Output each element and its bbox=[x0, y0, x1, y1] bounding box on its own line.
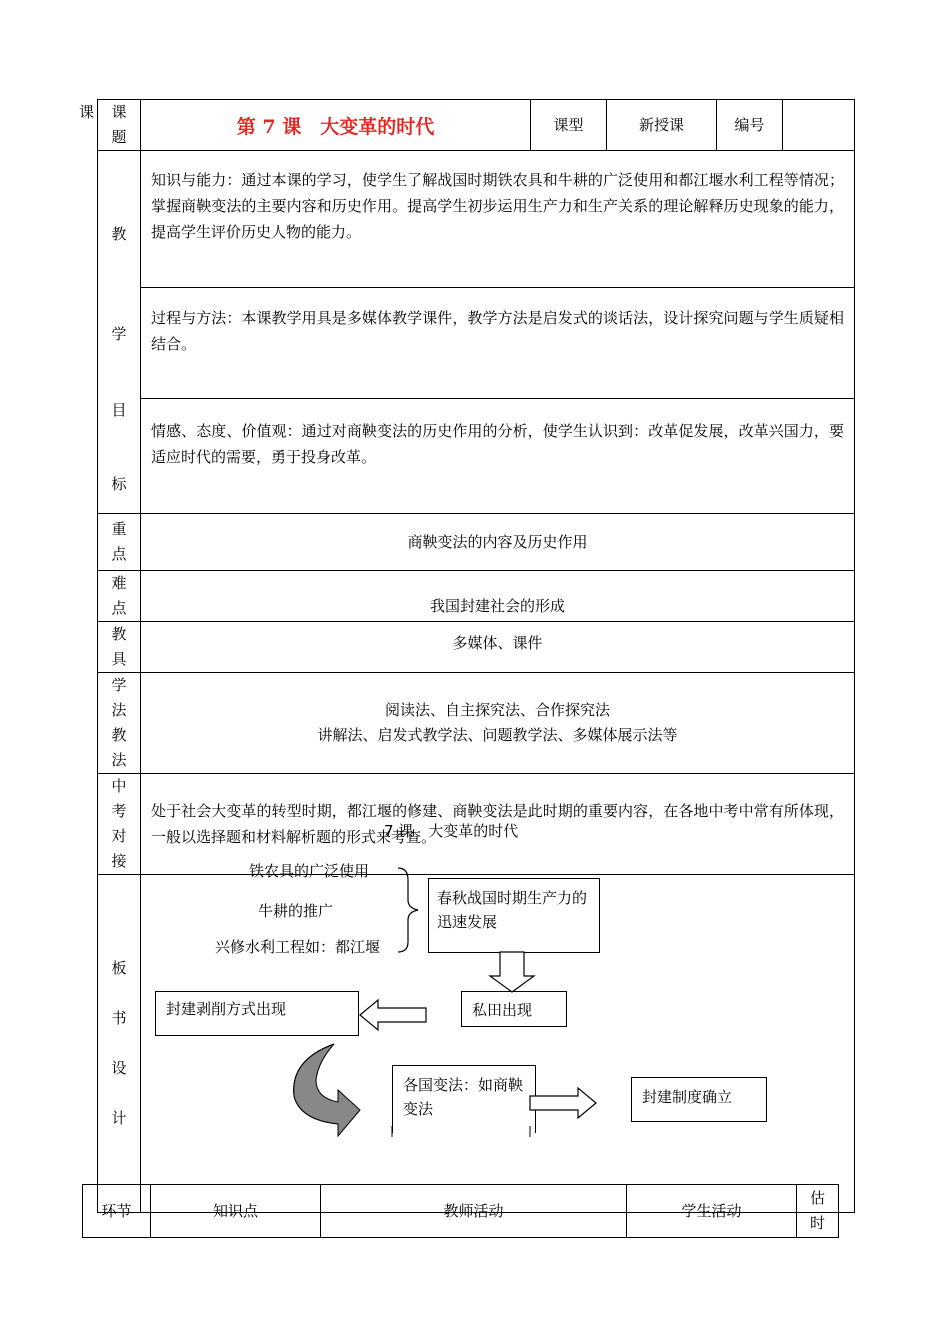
methods-line-2: 讲解法、启发式教学法、问题教学法、多媒体展示法等 bbox=[317, 726, 678, 744]
knowledge-text: 知识与能力：通过本课的学习，使学生了解战国时期铁农具和牛耕的广泛使用和都江堰水利工程等情况；掌握商鞅变法的主要内容和历史作用。提高学生初步运用生产力和生产关系的理论解释历史现象的能力，提高学生评价历史人物的能力。 bbox=[151, 171, 844, 241]
type-value: 新授课 bbox=[607, 100, 717, 151]
process-cell bbox=[141, 288, 855, 399]
box-reform: 各国变法：如商鞅变法 bbox=[392, 1065, 536, 1133]
board-item-irrigation: 兴修水利工程如：都江堰 bbox=[215, 938, 381, 956]
board-title: 7 课 大变革的时代 bbox=[384, 822, 519, 840]
board-item-iron-tools: 铁农具的广泛使用 bbox=[249, 862, 370, 880]
col-student-activity: 学生活动 bbox=[627, 1185, 797, 1238]
lesson-title: 第 7 课 大变革的时代 bbox=[141, 100, 531, 151]
lesson-plan-table bbox=[97, 99, 855, 1213]
number-value bbox=[783, 100, 855, 151]
box-feudal-exploitation: 封建剥削方式出现 bbox=[155, 991, 359, 1036]
knowledge-cell bbox=[141, 151, 855, 288]
board-item-ox-plough: 牛耕的推广 bbox=[258, 902, 334, 920]
col-stage: 环节 bbox=[83, 1185, 151, 1238]
methods-cell bbox=[141, 673, 855, 774]
box-private-land: 私田出现 bbox=[461, 991, 567, 1027]
emotion-cell bbox=[141, 398, 855, 513]
process-text: 过程与方法：本课教学用具是多媒体教学课件，教学方法是启发式的谈话法，设计探究问题与学生质疑相结合。 bbox=[151, 309, 844, 354]
topic-label: 课题 bbox=[98, 100, 141, 151]
header-row bbox=[98, 100, 855, 151]
difficulty-text: 我国封建社会的形成 bbox=[141, 571, 855, 622]
activity-table-header bbox=[82, 1184, 839, 1238]
col-time-estimate: 估时 bbox=[797, 1185, 839, 1238]
objective-process-row bbox=[98, 288, 855, 399]
methods-label: 学法教法 bbox=[98, 673, 141, 774]
type-label: 课型 bbox=[531, 100, 607, 151]
tools-label: 教具 bbox=[98, 622, 141, 673]
key-point-row bbox=[98, 514, 855, 571]
exam-label: 中考对接 bbox=[98, 774, 141, 875]
key-point-label: 重点 bbox=[98, 514, 141, 571]
col-teacher-activity: 教师活动 bbox=[321, 1185, 627, 1238]
box-productivity: 春秋战国时期生产力的迅速发展 bbox=[428, 878, 600, 953]
box-feudal-system: 封建制度确立 bbox=[631, 1077, 767, 1122]
objectives-label: 教 学 目 标 bbox=[98, 151, 141, 514]
key-point-text: 商鞅变法的内容及历史作用 bbox=[141, 514, 855, 571]
emotion-text: 情感、态度、价值观：通过对商鞅变法的历史作用的分析，使学生认识到：改革促发展，改革兴国力，要适应时代的需要，勇于投身改革。 bbox=[151, 421, 844, 466]
number-label: 编号 bbox=[717, 100, 783, 151]
exam-text: 处于社会大变革的转型时期，都江堰的修建、商鞅变法是此时期的重要内容，在各地中考中常有所体现，一般以选择题和材料解析题的形式来考查。 bbox=[151, 802, 844, 846]
col-knowledge-point: 知识点 bbox=[151, 1185, 321, 1238]
tools-row bbox=[98, 622, 855, 673]
methods-line-1: 阅读法、自主探究法、合作探究法 bbox=[384, 701, 610, 719]
difficulty-row bbox=[98, 571, 855, 622]
board-label: 板 书 设 计 bbox=[98, 875, 141, 1213]
tools-text: 多媒体、课件 bbox=[141, 622, 855, 673]
objective-emotion-row bbox=[98, 398, 855, 513]
objective-knowledge-row bbox=[98, 151, 855, 288]
methods-row bbox=[98, 673, 855, 774]
side-label: 课 bbox=[79, 103, 95, 121]
difficulty-label: 难点 bbox=[98, 571, 141, 622]
